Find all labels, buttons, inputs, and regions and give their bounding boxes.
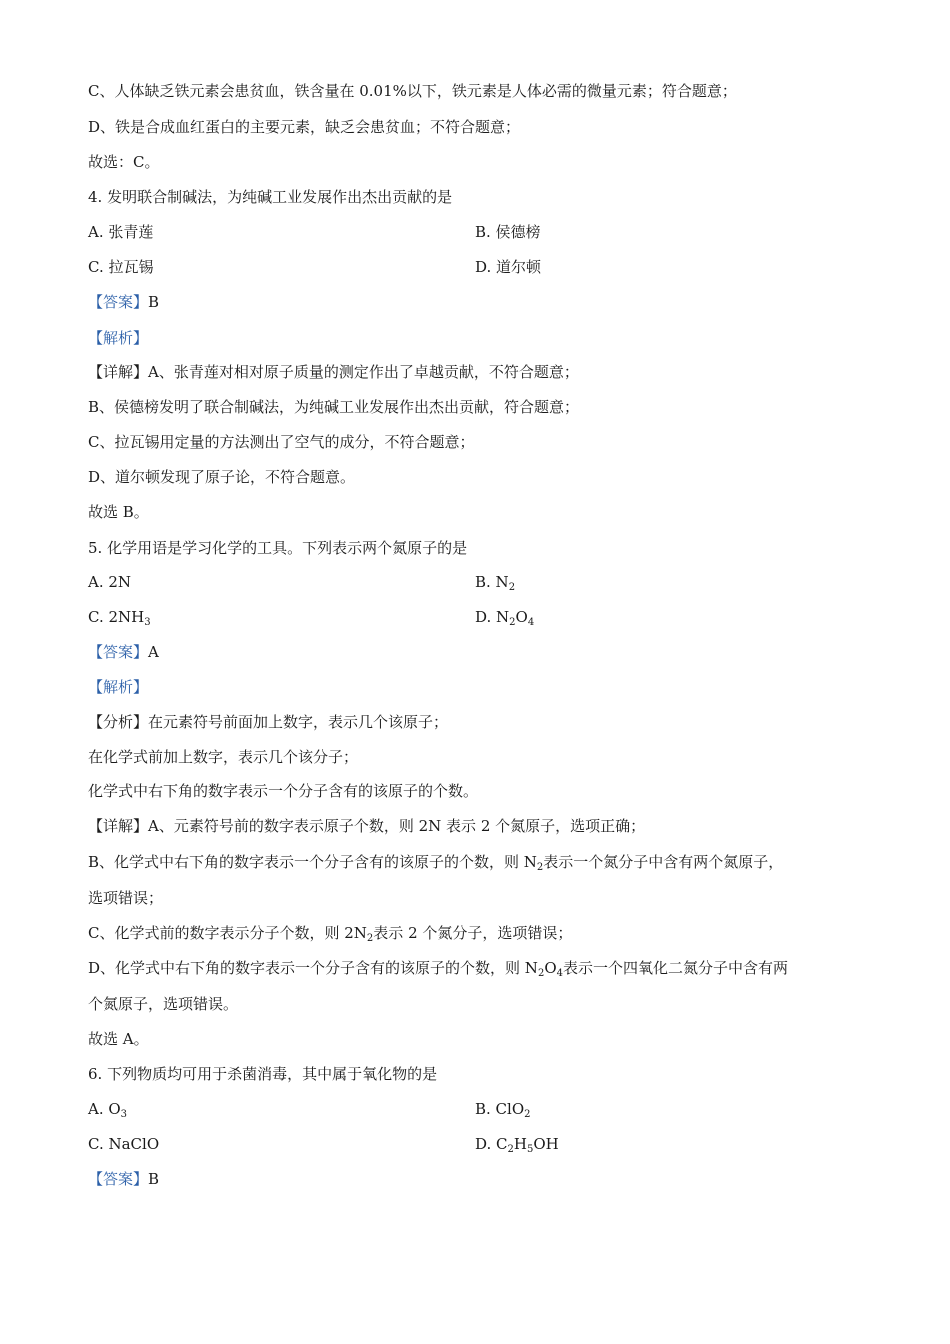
answer-value: B: [148, 293, 160, 311]
q4-analysis-tag: 【解析】: [88, 329, 149, 347]
q4-detail-a: 【详解】A、张青莲对相对原子质量的测定作出了卓越贡献，不符合题意；: [88, 363, 579, 381]
prev-conclusion: 故选：C。: [88, 153, 160, 171]
detail-tag: 【详解】: [88, 817, 149, 835]
q5-detail-a: 【详解】A、元素符号前的数字表示原子个数，则 2N 表示 2 个氮原子，选项正确；: [88, 817, 646, 835]
q6-option-d: D. $C_2H_5OH$: [475, 1135, 559, 1155]
q5-detail-b: B、化学式中右下角的数字表示一个分子含有的该原子的个数，则 $N_2$表示一个氮分子中含有两个氮原子，: [88, 853, 784, 873]
answer-tag: 【答案】: [88, 1170, 149, 1188]
q5-detail-d: D、化学式中右下角的数字表示一个分子含有的该原子的个数，则 $N_2O_4$表示一个四氧化二氮分子中含有两: [88, 959, 789, 979]
q4-detail-b: B、侯德榜发明了联合制碱法，为纯碱工业发展作出杰出贡献，符合题意；: [88, 398, 580, 416]
fenxi-tag: 【分析】: [88, 713, 149, 731]
answer-value: A: [148, 643, 159, 661]
q5-fenxi-1: 【分析】在元素符号前面加上数字，表示几个该原子；: [88, 713, 449, 731]
q4-conclusion: 故选 B。: [88, 503, 149, 521]
q6-answer: [88, 1169, 159, 1189]
q5-detail-d-cont: 个氮原子，选项错误。: [88, 995, 239, 1013]
q4-option-b: B. 侯德榜: [475, 223, 541, 241]
q6-stem: 6. 下列物质均可用于杀菌消毒，其中属于氧化物的是: [88, 1065, 438, 1083]
q4-option-c: C. 拉瓦锡: [88, 258, 154, 276]
q4-option-d: D. 道尔顿: [475, 258, 542, 276]
q6-option-c: C. NaClO: [88, 1135, 160, 1153]
q6-option-a: A. $O_3$: [88, 1100, 128, 1120]
q4-answer: [88, 292, 159, 312]
detail-tag: 【详解】: [88, 363, 149, 381]
q5-option-b: B. $N_2$: [475, 573, 516, 593]
q5-fenxi-2: 在化学式前加上数字，表示几个该分子；: [88, 748, 359, 766]
q5-conclusion: 故选 A。: [88, 1030, 149, 1048]
q5-answer: [88, 642, 159, 662]
q5-detail-c: C、化学式前的数字表示分子个数，则 $2N_2$表示 2 个氮分子，选项错误；: [88, 924, 573, 944]
answer-tag: 【答案】: [88, 293, 149, 311]
q5-fenxi-3: 化学式中右下角的数字表示一个分子含有的该原子的个数。: [88, 782, 479, 800]
q5-option-a: A. 2N: [88, 573, 132, 591]
q5-analysis-tag: 【解析】: [88, 678, 149, 696]
q6-option-b: B. ClO$_2$: [475, 1100, 531, 1120]
q5-detail-b-cont: 选项错误；: [88, 889, 164, 907]
q4-detail-d: D、道尔顿发现了原子论，不符合题意。: [88, 468, 356, 486]
q4-detail-c: C、拉瓦锡用定量的方法测出了空气的成分，不符合题意；: [88, 433, 475, 451]
answer-tag: 【答案】: [88, 643, 149, 661]
prev-detail-c: C、人体缺乏铁元素会患贫血，铁含量在 0.01%以下，铁元素是人体必需的微量元素；符合题意；: [88, 82, 737, 100]
q5-option-d: D. $N_2O_4$: [475, 608, 535, 628]
answer-value: B: [148, 1170, 160, 1188]
q4-stem: 4. 发明联合制碱法，为纯碱工业发展作出杰出贡献的是: [88, 188, 453, 206]
prev-detail-d: D、铁是合成血红蛋白的主要元素，缺乏会患贫血；不符合题意；: [88, 118, 521, 136]
q4-option-a: A. 张青莲: [88, 223, 154, 241]
q5-option-c: C. $2NH_3$: [88, 608, 151, 628]
q5-stem: 5. 化学用语是学习化学的工具。下列表示两个氮原子的是: [88, 539, 468, 557]
